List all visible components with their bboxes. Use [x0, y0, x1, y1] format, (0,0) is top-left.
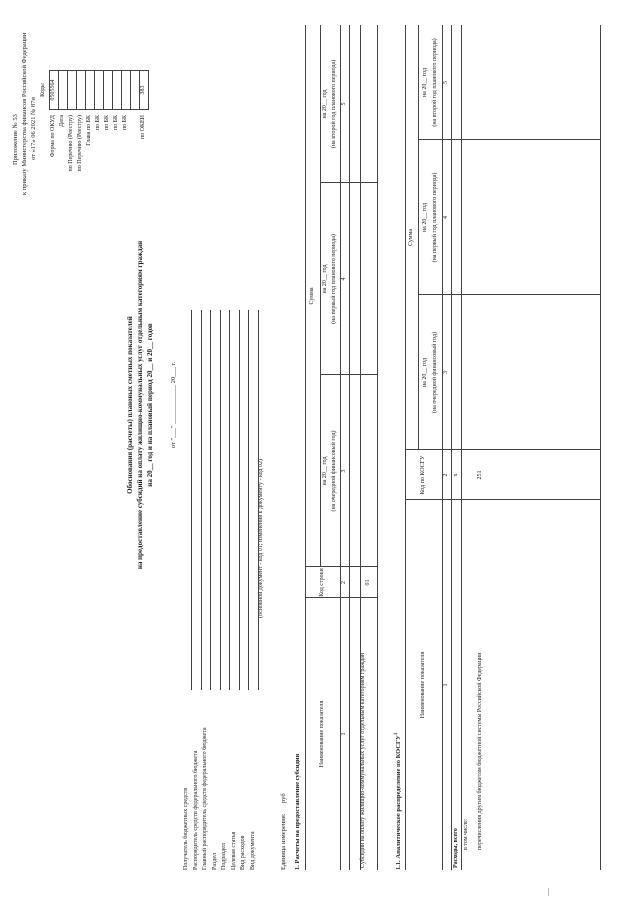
appendix-label: Приложение № 53	[12, 114, 19, 165]
doc-type-note: (основной документ - код 01; изменения к документу - код 02)	[258, 459, 264, 618]
s11-including-label: в том числе:	[463, 818, 470, 850]
s11-col-number: 1	[443, 683, 450, 687]
s11-year-header: на 20__ год	[421, 67, 428, 98]
s11-col-number: 3	[443, 371, 450, 374]
s1-bottom-line	[377, 25, 378, 870]
document-title: Обоснования (расчеты) плановых сметных показателей	[126, 316, 134, 494]
scan-edge-mark	[548, 888, 549, 896]
s11-total-code: x	[452, 473, 459, 477]
codes-row-label: по БК	[104, 115, 110, 131]
s11-year-subheader: (на первый год планового периода)	[431, 172, 438, 263]
s11-col-number: 2	[443, 473, 450, 477]
s1-year-subheader: (на второй год планового периода)	[331, 59, 338, 149]
s11-year-subheader: (на очередной финансовый год)	[431, 331, 438, 414]
s1-col-name-header: Наименование показателя	[319, 700, 326, 768]
s11-year-subheader: (на второй год планового периода)	[431, 38, 438, 127]
s11-col-name-header: Наименование показателя	[420, 651, 427, 719]
requisite-label: Целевая статья	[230, 831, 237, 870]
s1-col-sum-header: Сумма	[309, 287, 316, 305]
s1-col-number: 1	[341, 732, 348, 736]
s11-bottom-line	[600, 25, 601, 870]
codes-row-label: Форма по ОКУД	[50, 115, 56, 158]
codes-row-label: по БК	[122, 115, 128, 131]
s1-col-number: 4	[341, 277, 348, 281]
document-subtitle: на предоставление субсидий на оплату жилищно-коммунальных услуг отдельным категориям граждан	[136, 240, 144, 570]
s1-year-subheader: (на первый год планового периода)	[331, 234, 338, 324]
s11-year-header: на 20__ год	[421, 202, 428, 233]
requisite-line	[239, 310, 240, 690]
requisite-label: Раздел	[211, 853, 218, 870]
codes-header: Коды	[40, 83, 46, 97]
codes-value: 0505564	[50, 79, 56, 101]
requisite-line	[258, 310, 259, 690]
codes-row-label: по БК	[113, 115, 119, 131]
s1-row-label: Субсидии на оплату жилищно-коммунальных услуг отдельным категориям граждан	[359, 652, 366, 868]
requisite-line	[201, 310, 202, 690]
codes-row-label: Глава по БК	[86, 115, 92, 146]
s11-col-code-header: Код по КОСГУ	[420, 455, 427, 495]
s11-transfer-code: 251	[476, 470, 483, 480]
document-date-row: от "___" ____________ 20___ г.	[170, 361, 177, 449]
requisite-line	[229, 310, 230, 690]
codes-row-label: по БК	[95, 115, 101, 131]
s11-col-sum-header: Сумма	[408, 229, 415, 246]
s11-col-number: 4	[443, 216, 450, 219]
section1-title: 1. Расчеты на предоставление субсидии	[294, 753, 301, 870]
requisite-label: Главный распорядитель средств федерального бюджета	[202, 727, 208, 870]
codes-row-label: по ОКЕИ	[140, 115, 146, 140]
codes-row-label: по Перечню (Реестру)	[68, 115, 74, 172]
s11-year-header: на 20__ год	[421, 357, 428, 388]
requisite-label: Вид расходов	[240, 835, 246, 870]
s1-col-number: 3	[341, 469, 348, 473]
requisite-label: Подраздел	[221, 843, 227, 870]
order-line: к приказу Министерства финансов Российской Федерации	[21, 32, 28, 195]
s1-year-header: на 20__ год	[322, 264, 329, 294]
requisite-line	[220, 310, 221, 690]
s1-col-number: 5	[341, 102, 348, 106]
s11-transfer-label: перечисления другим бюджетам бюджетной системы Российской Федерации	[476, 652, 483, 850]
requisite-line	[248, 310, 249, 690]
requisite-label: Распорядитель средств федерального бюджета	[192, 750, 199, 870]
codes-row-label: Дата	[59, 115, 65, 127]
requisite-line	[210, 310, 211, 690]
s1-col-number: 2	[341, 581, 348, 584]
unit-label: Единица измерения:	[280, 813, 287, 870]
requisite-line	[191, 310, 192, 690]
requisite-label: Вид документа	[249, 831, 256, 870]
section11-title: 1.1. Аналитическое распределение по КОСГУ$^1$	[394, 732, 403, 870]
s11-total-label: Расходы, всего	[452, 828, 459, 868]
s1-row-code: 01	[365, 579, 372, 586]
s1-year-header: на 20__ год	[322, 89, 329, 119]
s1-year-subheader: (на очередной финансовый год)	[331, 430, 338, 512]
codes-value: 383	[140, 85, 146, 95]
s1-nums-line	[349, 25, 350, 870]
requisite-label: Получатель бюджетных средств	[183, 787, 189, 870]
codes-row-label: по Перечню (Реестру)	[77, 115, 83, 172]
s1-year-header: на 20__ год	[322, 456, 329, 486]
document-period: на 20__ год и на плановый период 20__ и 20__ годов	[146, 323, 154, 487]
unit-value: руб	[280, 793, 287, 803]
order-date-line: от «17» 06 2021 № 87н	[30, 97, 37, 160]
s11-sum-line	[418, 25, 419, 450]
s11-col-number: 5	[443, 81, 450, 84]
s1-col-code-header: Код строки	[319, 568, 326, 597]
